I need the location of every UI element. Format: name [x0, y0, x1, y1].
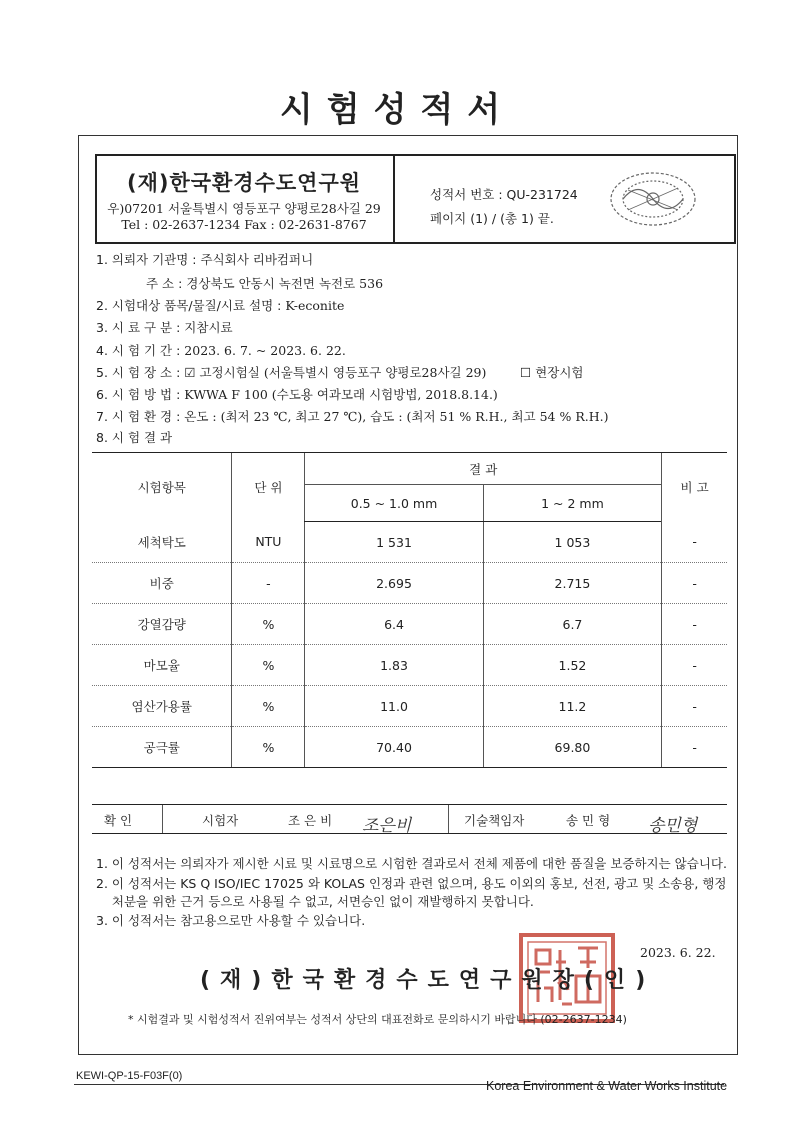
cell-unit: NTU: [232, 522, 305, 563]
header-item: 시험항목: [92, 453, 232, 522]
confirmation-row: [92, 804, 727, 834]
institute-address: 우)07201 서울특별시 영등포구 양평로28사길 29: [107, 201, 381, 216]
table-row: [92, 645, 727, 686]
item-test-results: 8. 시 험 결 과: [96, 430, 173, 445]
manager-role: 기술책임자: [464, 813, 525, 828]
cell-value-1: 11.0: [305, 686, 483, 727]
cell-value-2: 6.7: [483, 604, 661, 645]
cell-unit: %: [232, 686, 305, 727]
item-address: 주 소 : 경상북도 안동시 녹전면 녹전로 536: [146, 276, 384, 291]
note-1: 1. 이 성적서는 의뢰자가 제시한 시료 및 시료명으로 시험한 결과로서 전체 제품에 대한 품질을 보증하지는 않습니다.: [96, 856, 727, 871]
cell-item: 세척탁도: [92, 522, 232, 563]
emblem-seal: [608, 170, 698, 228]
cell-value-2: 11.2: [483, 686, 661, 727]
item-test-method: 6. 시 험 방 법 : KWWA F 100 (수도용 여과모래 시험방법, 2018.8.14.): [96, 387, 498, 402]
cell-value-2: 1.52: [483, 645, 661, 686]
header-result: 결 과: [305, 453, 662, 485]
results-table: [92, 452, 727, 768]
item-test-period: 4. 시 험 기 간 : 2023. 6. 7. ~ 2023. 6. 22.: [96, 343, 346, 358]
cell-unit: %: [232, 727, 305, 768]
cell-remark: -: [662, 645, 727, 686]
item-sample-type: 3. 시 료 구 분 : 지참시료: [96, 320, 233, 335]
cell-value-1: 2.695: [305, 563, 483, 604]
cell-remark: -: [662, 522, 727, 563]
item-test-environment: 7. 시 험 환 경 : 온도 : (최저 23 ℃, 최고 27 ℃), 습도 : (최저 51 % R.H., 최고 54 % R.H.): [96, 409, 609, 424]
cell-unit: -: [232, 563, 305, 604]
confirmation-label: 확 인: [104, 813, 133, 828]
confirmation-divider-2: [448, 805, 449, 833]
table-row: [92, 563, 727, 604]
header-remark: 비 고: [662, 453, 727, 522]
cell-remark: -: [662, 604, 727, 645]
header-divider: [393, 154, 395, 244]
cell-value-1: 1 531: [305, 522, 483, 563]
confirmation-divider: [162, 805, 163, 833]
cell-remark: -: [662, 727, 727, 768]
cell-value-1: 1.83: [305, 645, 483, 686]
table-row: [92, 727, 727, 768]
form-code: KEWI-QP-15-F03F(0): [76, 1070, 183, 1082]
cell-value-2: 69.80: [483, 727, 661, 768]
cell-item: 강열감량: [92, 604, 232, 645]
item-test-location: 5. 시 험 장 소 : ☑ 고정시험실 (서울특별시 영등포구 양평로28사길 29): [96, 365, 487, 380]
cell-item: 공극률: [92, 727, 232, 768]
note-2-continued: 처분을 위한 근거 등으로 사용될 수 없고, 서면승인 없이 재발행하지 못합니다.: [96, 894, 534, 909]
page-count: 페이지 (1) / (총 1) 끝.: [430, 211, 554, 226]
institute-contact: Tel : 02-2637-1234 Fax : 02-2631-8767: [121, 217, 367, 232]
issuer-name: (재)한국환경수도연구원장(인): [200, 968, 656, 993]
cell-unit: %: [232, 645, 305, 686]
cell-remark: -: [662, 563, 727, 604]
header-unit: 단 위: [232, 453, 305, 522]
manager-name: 송 민 형: [566, 813, 611, 828]
cell-item: 비중: [92, 563, 232, 604]
tester-name: 조 은 비: [288, 813, 333, 828]
issue-date: 2023. 6. 22.: [640, 945, 716, 960]
document-title: 시험성적서: [279, 90, 515, 130]
item-sample-description: 2. 시험대상 품목/물질/시료 설명 : K-econite: [96, 298, 345, 313]
cell-item: 염산가용률: [92, 686, 232, 727]
item-field-test: ☐ 현장시험: [520, 365, 584, 380]
cell-value-1: 70.40: [305, 727, 483, 768]
cell-value-1: 6.4: [305, 604, 483, 645]
note-2: 2. 이 성적서는 KS Q ISO/IEC 17025 와 KOLAS 인정과 관련 없으며, 용도 이외의 홍보, 선전, 광고 및 소송용, 행정: [96, 876, 727, 891]
tester-role: 시험자: [202, 813, 239, 828]
manager-signature: 송민형: [648, 816, 698, 836]
certificate-number: 성적서 번호 : QU-231724: [430, 187, 578, 202]
cell-value-2: 2.715: [483, 563, 661, 604]
table-row: [92, 686, 727, 727]
header-range-1: 0.5 ~ 1.0 mm: [305, 485, 483, 522]
cell-value-2: 1 053: [483, 522, 661, 563]
cell-unit: %: [232, 604, 305, 645]
english-institute-name: Korea Environment & Water Works Institute: [486, 1079, 728, 1093]
header-range-2: 1 ~ 2 mm: [483, 485, 661, 522]
tester-signature: 조은비: [362, 816, 412, 836]
table-row: [92, 522, 727, 563]
note-3: 3. 이 성적서는 참고용으로만 사용할 수 있습니다.: [96, 913, 366, 928]
footer-note: * 시험결과 및 시험성적서 진위여부는 성적서 상단의 대표전화로 문의하시기 바랍니다 (02-2637-1234): [128, 1013, 627, 1026]
cell-item: 마모율: [92, 645, 232, 686]
institute-name: (재)한국환경수도연구원: [126, 171, 362, 195]
cell-remark: -: [662, 686, 727, 727]
item-client: 1. 의뢰자 기관명 : 주식회사 리바컴퍼니: [96, 252, 314, 267]
table-row: [92, 604, 727, 645]
